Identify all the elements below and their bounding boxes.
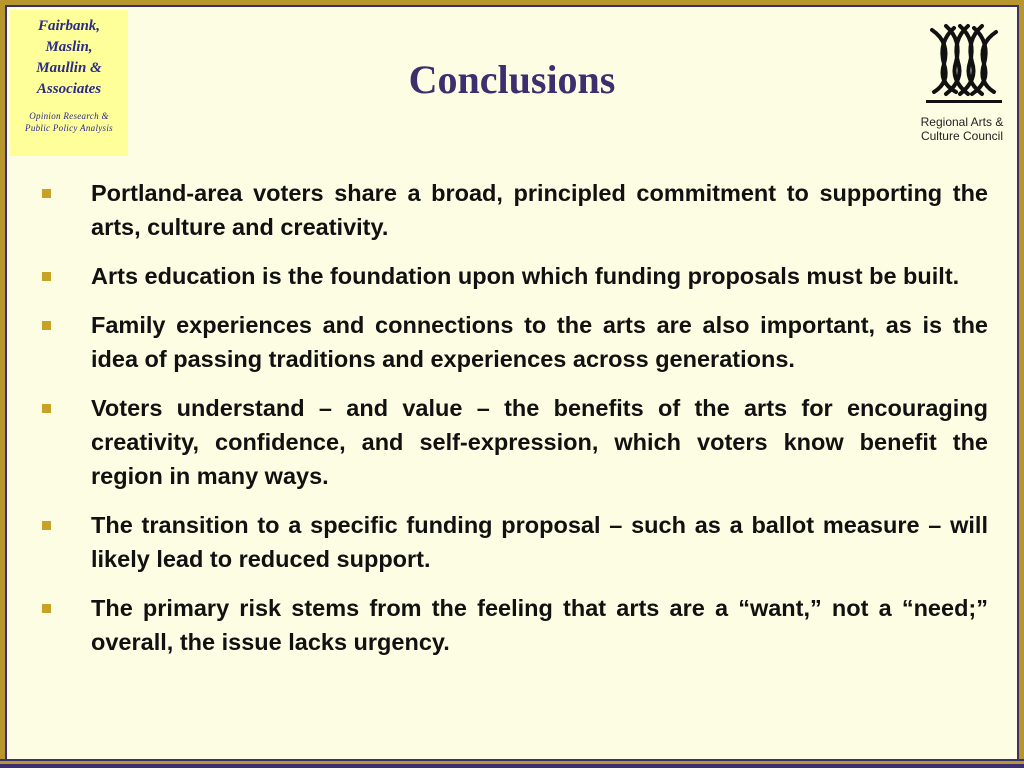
slide-title: Conclusions [408, 57, 616, 102]
firm-name-line: Maslin, [45, 39, 93, 55]
list-item [40, 391, 988, 493]
bullet-text: The primary risk stems from the feeling that arts are a “want,” not a “need;” overall, the issue lacks urgency. [91, 595, 988, 655]
firm-subtitle-line: Public Policy Analysis [25, 123, 113, 133]
list-item [40, 308, 988, 376]
list-item [40, 591, 988, 659]
list-item [40, 508, 988, 576]
bottom-gold-stripe [0, 761, 1024, 764]
square-bullet-icon [42, 404, 51, 413]
square-bullet-icon [42, 521, 51, 530]
bullet-text: Family experiences and connections to the arts are also important, as is the idea of passing traditions and experiences across generations. [91, 312, 988, 372]
firm-name-line: Maullin & [36, 60, 102, 76]
logo-caption [900, 115, 1024, 143]
list-item [40, 259, 988, 293]
conclusions-list [40, 176, 988, 674]
firm-subtitle [10, 110, 128, 134]
firm-subtitle-line: Opinion Research & [29, 111, 109, 121]
square-bullet-icon [42, 604, 51, 613]
woven-lattice-logo-icon [922, 20, 1006, 104]
square-bullet-icon [42, 272, 51, 281]
firm-name-line: Associates [36, 81, 102, 97]
bullet-text: Arts education is the foundation upon which funding proposals must be built. [91, 263, 960, 289]
bullet-text: Voters understand – and value – the benefits of the arts for encouraging creativity, confidence, and self-expression, which voters know benefit the region in many ways. [91, 395, 988, 489]
square-bullet-icon [42, 189, 51, 198]
list-item [40, 176, 988, 244]
logo-caption-line: Regional Arts & [920, 115, 1004, 129]
square-bullet-icon [42, 321, 51, 330]
bullet-text: Portland-area voters share a broad, principled commitment to supporting the arts, culture and creativity. [91, 180, 988, 240]
firm-name-line: Fairbank, [37, 18, 101, 34]
bullet-text: The transition to a specific funding proposal – such as a ballot measure – will likely lead to reduced support. [91, 512, 988, 572]
logo-caption-line: Culture Council [920, 129, 1004, 143]
